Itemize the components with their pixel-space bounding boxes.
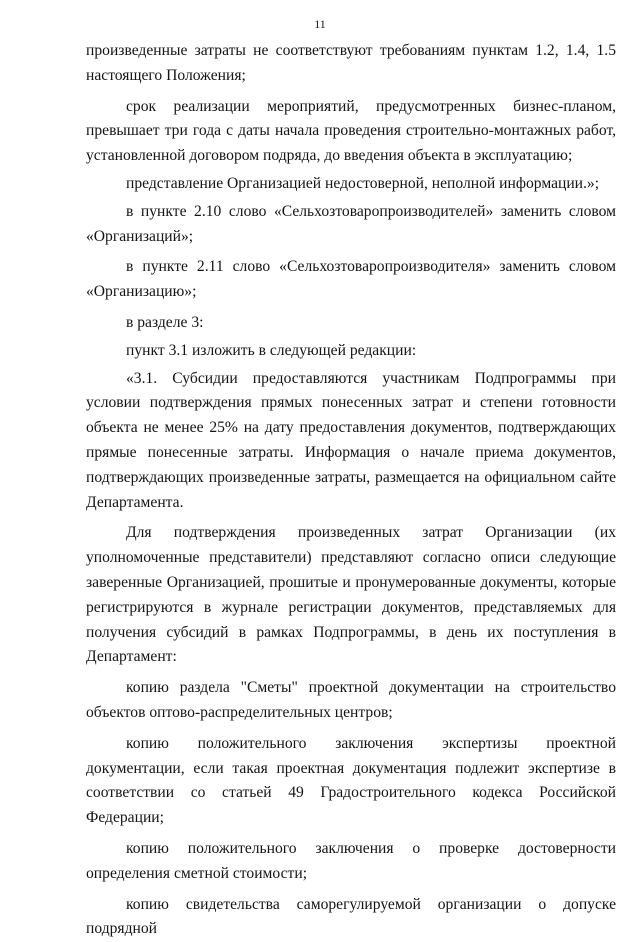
paragraph: в разделе 3: bbox=[86, 311, 616, 336]
paragraph: в пункте 2.11 слово «Сельхозтоваропроизводителя» заменить словом «Организацию»; bbox=[86, 255, 616, 305]
paragraph: «3.1. Субсидии предоставляются участникам Подпрограммы при условии подтверждения прямых понесенных затрат и степени готовности объекта не менее 25% на дату предоставления документов, подтверждающих прямые понесенные затраты. Информация о начале приема документов, подтверждающих произведенные затраты, размещается на официальном сайте Департамента. bbox=[86, 367, 616, 516]
paragraph: представление Организацией недостоверной, неполной информации.»; bbox=[86, 172, 616, 197]
paragraph: копию свидетельства саморегулируемой организации о допуске подрядной bbox=[86, 893, 616, 942]
paragraph: копию положительного заключения о проверке достоверности определения сметной стоимости; bbox=[86, 837, 616, 887]
document-body bbox=[86, 39, 616, 942]
paragraph: копию положительного заключения экспертизы проектной документации, если такая проектная документация подлежит экспертизе в соответствии со статьей 49 Градостроительного кодекса Российской Федерации; bbox=[86, 732, 616, 831]
paragraph: в пункте 2.10 слово «Сельхозтоваропроизводителей» заменить словом «Организаций»; bbox=[86, 200, 616, 250]
paragraph: произведенные затраты не соответствуют требованиям пунктам 1.2, 1.4, 1.5 настоящего Положения; bbox=[86, 39, 616, 89]
paragraph: пункт 3.1 изложить в следующей редакции: bbox=[86, 339, 616, 364]
paragraph: копию раздела "Сметы" проектной документации на строительство объектов оптово-распределительных центров; bbox=[86, 676, 616, 726]
paragraph: Для подтверждения произведенных затрат Организации (их уполномоченные представители) представляют согласно описи следующие заверенные Организацией, прошитые и пронумерованные документы, которые регистрируются в журнале регистрации документов, представляемых для получения субсидий в рамках Подпрограммы, в день их поступления в Департамент: bbox=[86, 521, 616, 670]
paragraph: срок реализации мероприятий, предусмотренных бизнес-планом, превышает три года с даты начала проведения строительно-монтажных работ, установленной договором подряда, до введения объекта в эксплуатацию; bbox=[86, 95, 616, 169]
page-number: 11 bbox=[0, 17, 640, 31]
